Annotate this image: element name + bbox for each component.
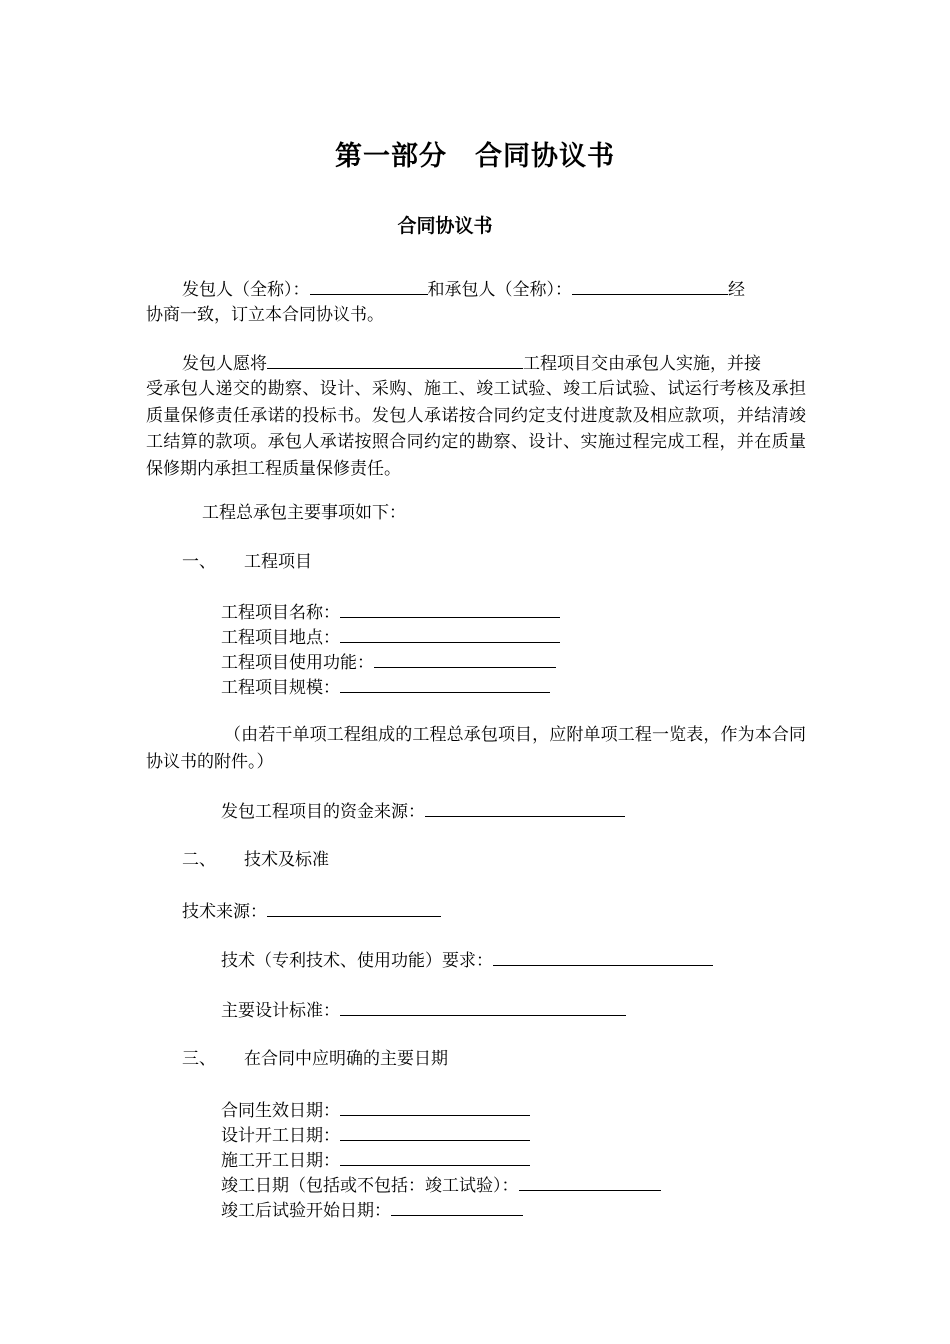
contractor-blank[interactable] (572, 276, 728, 295)
section-2-title: 技术及标准 (244, 850, 329, 870)
intro-line: 工程总承包主要事项如下： (202, 503, 406, 523)
project-function-row (221, 649, 556, 676)
employer-label: 发包人（全称）： (182, 280, 310, 300)
p1-line1 (182, 276, 745, 303)
section-1-title: 工程项目 (244, 552, 312, 572)
project-name-row (221, 599, 560, 626)
construction-start-blank[interactable] (340, 1147, 530, 1166)
section-1-heading (182, 549, 312, 575)
design-standard-label: 主要设计标准： (221, 1001, 340, 1021)
design-standard-row (221, 997, 626, 1024)
post-test-row (221, 1197, 523, 1224)
project-location-row (221, 624, 560, 651)
construction-start-label: 施工开工日期： (221, 1151, 340, 1171)
project-function-label: 工程项目使用功能： (221, 653, 374, 673)
p2-line1 (182, 350, 761, 377)
funding-label: 发包工程项目的资金来源： (221, 802, 425, 822)
design-start-label: 设计开工日期： (221, 1126, 340, 1146)
p2-lead: 发包人愿将 (182, 354, 267, 374)
funding-row (221, 798, 625, 825)
post-test-blank[interactable] (391, 1197, 523, 1216)
project-blank[interactable] (267, 350, 523, 369)
section-1-number: 一、 (182, 552, 216, 572)
p2-lead-tail: 工程项目交由承包人实施，并接 (523, 354, 761, 374)
project-location-blank[interactable] (340, 624, 560, 643)
p2-body: 受承包人递交的勘察、设计、采购、施工、竣工试验、竣工后试验、试运行考核及承担质量保修责任承诺的投标书。发包人承诺按合同约定支付进度款及相应款项，并结清竣工结算的款项。承包人承诺按照合同约定的勘察、设计、实施过程完成工程，并在质量保修期内承担工程质量保修责任。 (146, 379, 806, 479)
section-3-heading (182, 1046, 448, 1072)
p1-tail: 经 (728, 280, 745, 300)
effective-date-blank[interactable] (340, 1097, 530, 1116)
tech-source-row (182, 898, 441, 925)
project-name-blank[interactable] (340, 599, 560, 618)
design-start-row (221, 1122, 530, 1149)
project-scale-row (221, 674, 550, 701)
project-function-blank[interactable] (374, 649, 556, 668)
sub-title: 合同协议书 (397, 215, 493, 237)
completion-date-label: 竣工日期（包括或不包括：竣工试验）： (221, 1176, 519, 1196)
project-location-label: 工程项目地点： (221, 628, 340, 648)
project-scale-label: 工程项目规模： (221, 678, 340, 698)
tech-requirement-blank[interactable] (493, 947, 713, 966)
project-scale-blank[interactable] (340, 674, 550, 693)
section-3-number: 三、 (182, 1049, 216, 1069)
post-test-label: 竣工后试验开始日期： (221, 1201, 391, 1221)
section-2-number: 二、 (182, 850, 216, 870)
funding-blank[interactable] (425, 798, 625, 817)
contractor-label: 和承包人（全称）： (427, 280, 572, 300)
completion-date-blank[interactable] (519, 1172, 661, 1191)
tech-source-blank[interactable] (267, 898, 441, 917)
p1-line2: 协商一致，订立本合同协议书。 (146, 305, 384, 325)
design-start-blank[interactable] (340, 1122, 530, 1141)
main-title: 第一部分 合同协议书 (335, 141, 615, 172)
effective-date-label: 合同生效日期： (221, 1101, 340, 1121)
completion-date-row (221, 1172, 661, 1199)
employer-blank[interactable] (310, 276, 428, 295)
section-3-title: 在合同中应明确的主要日期 (244, 1049, 448, 1069)
tech-requirement-label: 技术（专利技术、使用功能）要求： (221, 951, 493, 971)
tech-source-label: 技术来源： (182, 902, 267, 922)
tech-requirement-row (221, 947, 713, 974)
section-1-note: （由若干单项工程组成的工程总承包项目，应附单项工程一览表，作为本合同协议书的附件。） (146, 725, 806, 772)
effective-date-row (221, 1097, 530, 1124)
project-name-label: 工程项目名称： (221, 603, 340, 623)
construction-start-row (221, 1147, 530, 1174)
section-2-heading (182, 847, 329, 873)
design-standard-blank[interactable] (340, 997, 626, 1016)
